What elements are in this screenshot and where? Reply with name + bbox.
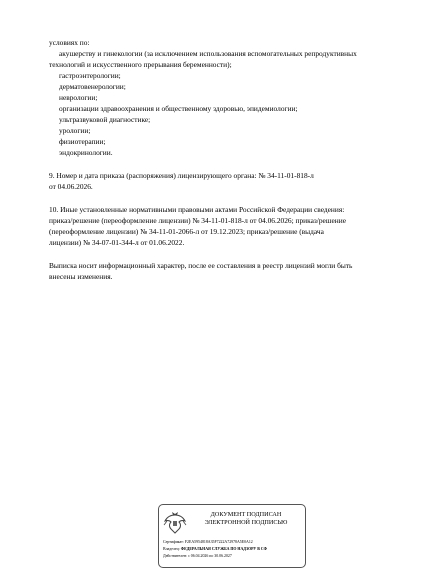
list-item: гастроэнтерологии; xyxy=(59,71,121,80)
owner-label: Владелец: xyxy=(163,547,180,551)
section-10-line: (переоформление лицензии) № 34-11-01-2066-л от 19.12.2023; приказ/решение (выдача xyxy=(49,227,324,236)
certificate-value: F2EA5954818A35F7222A72978A5E0A12 xyxy=(184,540,253,544)
section-10-line: лицензии) № 34-07-01-344-л от 01.06.2022. xyxy=(49,238,185,247)
section-10-line: 10. Иные установленные нормативными правовыми актами Российской Федерации сведения: xyxy=(49,205,345,214)
list-item: физиотерапии; xyxy=(59,137,106,146)
list-item: эндокринологии. xyxy=(59,148,113,157)
document-body xyxy=(49,37,399,282)
owner-value: ФЕДЕРАЛЬНАЯ СЛУЖБА ПО НАДЗОРУ В СФ xyxy=(180,547,267,551)
stamp-title-line: ЭЛЕКТРОННОЙ ПОДПИСЬЮ xyxy=(204,518,288,526)
validity-row xyxy=(163,553,267,560)
validity-label: Действителен: xyxy=(163,554,188,558)
stamp-title xyxy=(189,511,303,526)
section-9-line: 9. Номер и дата приказа (распоряжения) лицензирующего органа: № 34-11-01-818-л xyxy=(49,171,314,180)
section-9-line: от 04.06.2026. xyxy=(49,182,93,191)
list-intro: условиях по: xyxy=(49,38,90,47)
disclaimer-note: внесены изменения. xyxy=(49,272,113,281)
disclaimer-note: Выписка носит информационный характер, после ее составления в реестр лицензий могли быть xyxy=(49,261,353,270)
section-10-line: приказ/решение (переоформление лицензии) № 34-11-01-818-л от 04.06.2026; приказ/решение xyxy=(49,216,346,225)
double-headed-eagle-emblem-icon xyxy=(163,509,187,535)
list-item: организации здравоохранения и общественному здоровью, эпидемиологии; xyxy=(59,104,298,113)
stamp-title-line: ДОКУМЕНТ ПОДПИСАН xyxy=(210,511,282,518)
certificate-label: Сертификат: xyxy=(163,540,184,544)
validity-value: с 06.04.2026 по 30.06.2027 xyxy=(188,554,232,558)
certificate-row xyxy=(163,539,267,546)
stamp-details xyxy=(163,539,267,560)
list-item: урологии; xyxy=(59,126,91,135)
list-item-continuation: технологий и искусственного прерывания беременности); xyxy=(49,60,232,69)
electronic-signature-stamp xyxy=(158,504,306,568)
owner-row xyxy=(163,546,267,553)
list-item: ультразвуковой диагностике; xyxy=(59,115,151,124)
list-item: дерматовенерологии; xyxy=(59,82,126,91)
list-item: акушерству и гинекологии (за исключением использования вспомогательных репродуктивных xyxy=(59,49,357,58)
list-item: неврологии; xyxy=(59,93,98,102)
